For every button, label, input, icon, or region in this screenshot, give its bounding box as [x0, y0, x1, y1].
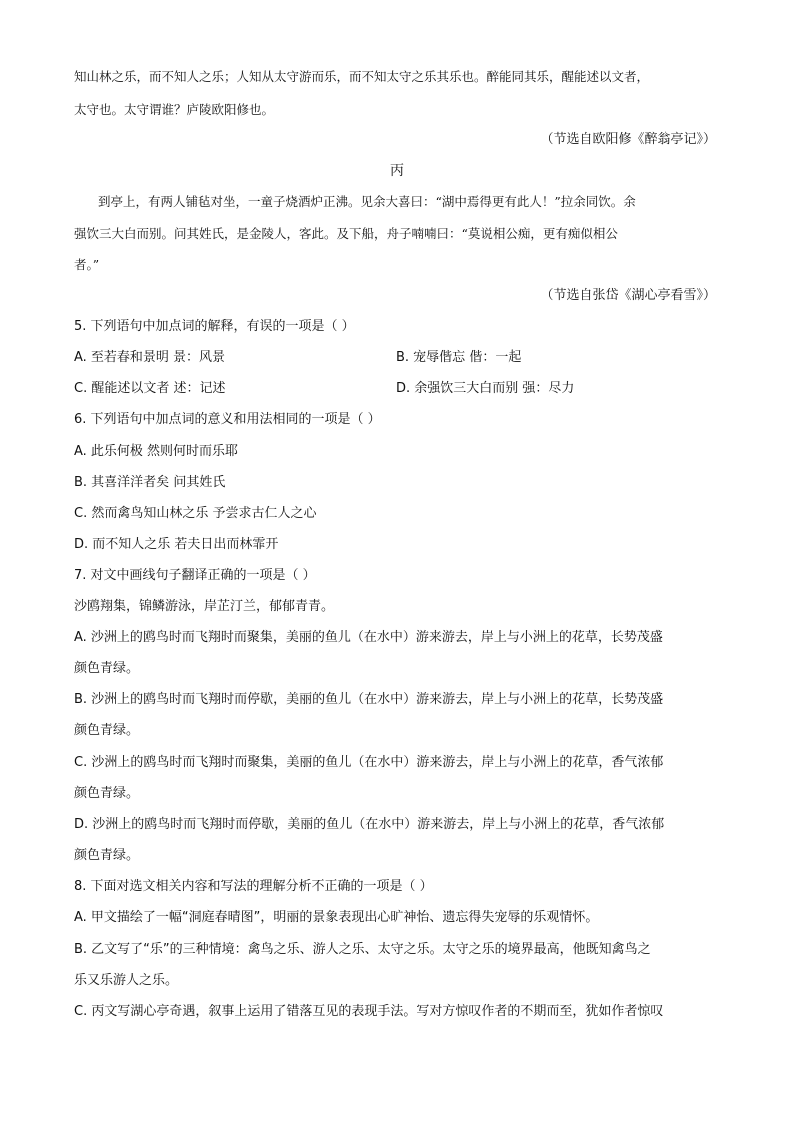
question-7-option-c-line-1: C. 沙洲上的鸥鸟时而飞翔时而聚集，美丽的鱼儿（在水中）游来游去，岸上与小洲上的花草，香气浓郁 — [74, 755, 664, 770]
question-7-option-b-line-1: B. 沙洲上的鸥鸟时而飞翔时而停歇，美丽的鱼儿（在水中）游来游去，岸上与小洲上的花草，长势茂盛 — [74, 692, 664, 707]
question-6-option-b: B. 其喜洋洋者矣 问其姓氏 — [74, 475, 226, 490]
question-7-option-d-line-2: 颜色青绿。 — [74, 848, 140, 863]
question-5-option-c: C. 醒能述以文者 述：记述 — [74, 381, 226, 396]
question-7-option-b-line-2: 颜色青绿。 — [74, 723, 140, 738]
question-5-stem: 5. 下列语句中加点词的解释，有误的一项是（ ） — [74, 319, 355, 334]
passage-jia-line-2: 太守也。太守谓谁？庐陵欧阳修也。 — [74, 102, 275, 117]
question-5-option-b: B. 宠辱偕忘 偕：一起 — [396, 350, 522, 365]
question-8-option-b-line-1: B. 乙文写了“乐”的三种情境：禽鸟之乐、游人之乐、太守之乐。太守之乐的境界最高，他既知禽鸟之 — [74, 942, 651, 957]
question-7-option-d-line-1: D. 沙洲上的鸥鸟时而飞翔时而停歇，美丽的鱼儿（在水中）游来游去，岸上与小洲上的花草，香气浓郁 — [74, 817, 665, 832]
question-6-stem: 6. 下列语句中加点词的意义和用法相同的一项是（ ） — [74, 412, 381, 427]
question-6-option-c: C. 然而禽鸟知山林之乐 予尝求古仁人之心 — [74, 506, 317, 521]
passage-bing-line-2: 强饮三大白而别。问其姓氏，是金陵人，客此。及下船，舟子喃喃曰：“莫说相公痴，更有痴似相公 — [74, 226, 618, 241]
passage-jia-line-1: 知山林之乐，而不知人之乐；人知从太守游而乐，而不知太守之乐其乐也。醉能同其乐，醒能述以文者， — [74, 69, 650, 84]
question-5-option-a: A. 至若春和景明 景：风景 — [74, 350, 226, 365]
question-8-option-a: A. 甲文描绘了一幅“洞庭春晴图”，明丽的景象表现出心旷神怡、遗忘得失宠辱的乐观情怀。 — [74, 910, 599, 925]
question-8-stem: 8. 下面对选文相关内容和写法的理解分析不正确的一项是（ ） — [74, 879, 433, 894]
question-7-option-c-line-2: 颜色青绿。 — [74, 786, 140, 801]
passage-bing-heading: 丙 — [390, 163, 404, 179]
question-7-sentence: 沙鸥翔集，锦鳞游泳，岸芷汀兰，郁郁青青。 — [74, 599, 335, 614]
question-6-option-d: D. 而不知人之乐 若夫日出而林霏开 — [74, 537, 279, 552]
question-7-option-a-line-1: A. 沙洲上的鸥鸟时而飞翔时而聚集，美丽的鱼儿（在水中）游来游去，岸上与小洲上的花草，长势茂盛 — [74, 630, 663, 645]
question-8-option-b-line-2: 乐又乐游人之乐。 — [74, 973, 179, 988]
question-7-option-a-line-2: 颜色青绿。 — [74, 661, 140, 676]
question-6-option-a: A. 此乐何极 然则何时而乐耶 — [74, 444, 239, 459]
question-7-stem: 7. 对文中画线句子翻译正确的一项是（ ） — [74, 568, 316, 583]
question-5-option-d: D. 余强饮三大白而别 强：尽力 — [396, 381, 575, 396]
passage-bing-line-1: 到亭上，有两人铺毡对坐，一童子烧酒炉正沸。见余大喜曰：“湖中焉得更有此人！”拉余同饮。余 — [98, 194, 636, 209]
passage-bing-source: （节选自张岱《湖心亭看雪》） — [540, 288, 716, 303]
passage-bing-line-3: 者。” — [74, 257, 100, 272]
question-8-option-c-line-1: C. 丙文写湖心亭奇遇，叙事上运用了错落互见的表现手法。写对方惊叹作者的不期而至，犹如作者惊叹 — [74, 1004, 664, 1019]
passage-jia-source: （节选自欧阳修《醉翁亭记》） — [540, 132, 716, 147]
